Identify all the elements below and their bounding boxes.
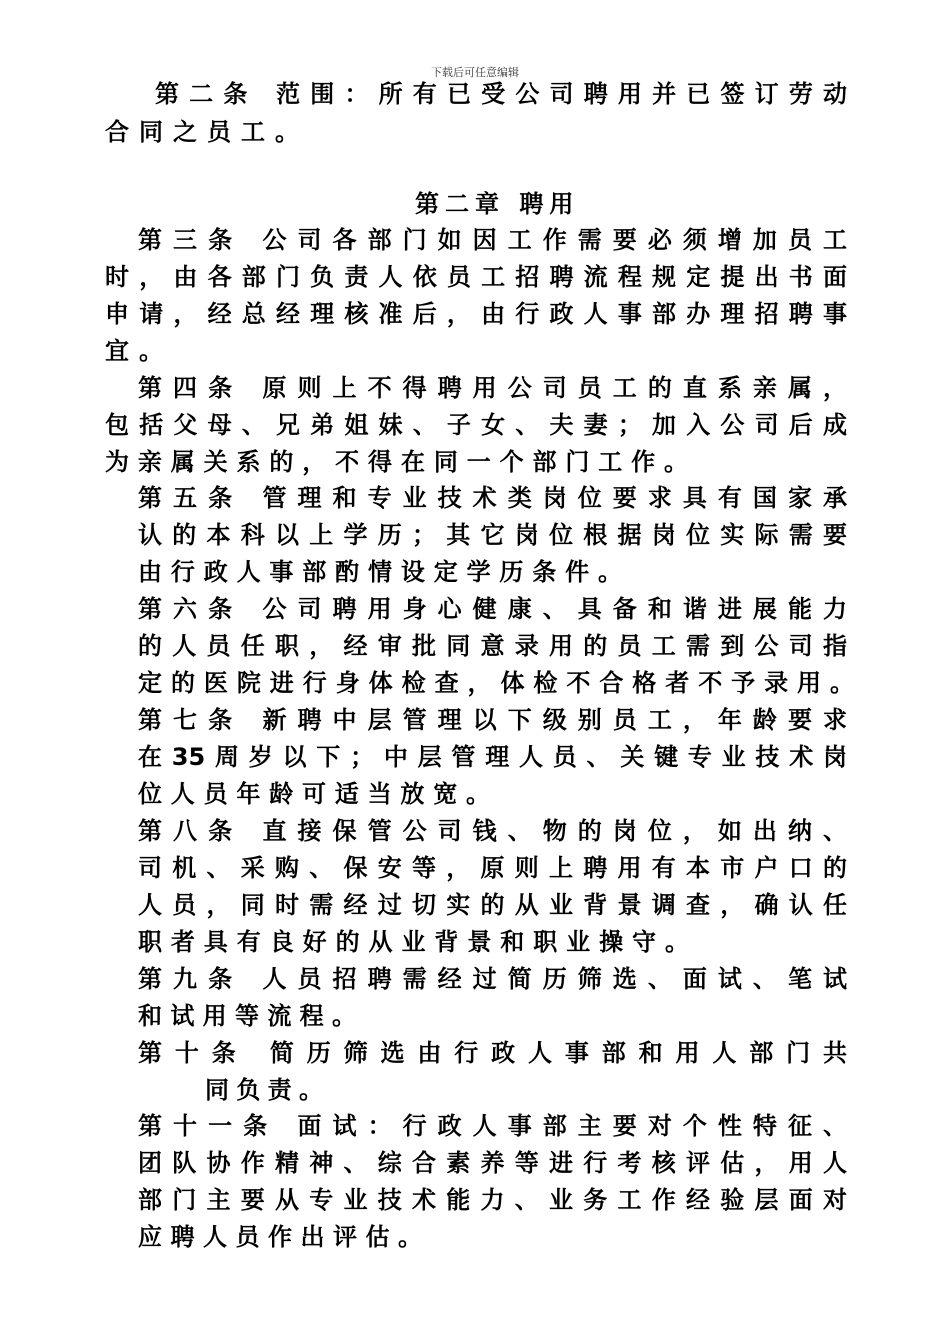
article-11-line-3: 部门主要从专业技术能力、业务工作经验层面对 bbox=[138, 1186, 847, 1214]
article-8-line-2: 司机、采购、保安等，原则上聘用有本市户口的 bbox=[138, 854, 847, 882]
article-10-line-2: 同负责。 bbox=[205, 1076, 323, 1104]
article-11-line-2: 团队协作精神、综合素养等进行考核评估，用人 bbox=[138, 1149, 847, 1177]
article-4-line-3: 为亲属关系的，不得在同一个部门工作。 bbox=[105, 448, 688, 476]
article-8-line-1: 第八条 直接保管公司钱、物的岗位，如出纳、 bbox=[138, 817, 847, 845]
article-10-line-1: 第十条 简历筛选由行政人事部和用人部门共 bbox=[138, 1039, 847, 1067]
article-9-line-2: 和试用等流程。 bbox=[138, 1002, 356, 1030]
article-8-line-4: 职者具有良好的从业背景和职业操守。 bbox=[138, 928, 689, 956]
article-11-line-4: 应聘人员作出评估。 bbox=[138, 1223, 422, 1251]
article-6-line-1: 第六条 公司聘用身心健康、具备和谐进展能力 bbox=[138, 595, 847, 623]
article-6-line-2: 的人员任职，经审批同意录用的员工需到公司指 bbox=[138, 632, 847, 660]
article-6-line-3: 定的医院进行身体检查，体检不合格者不予录用。 bbox=[138, 669, 854, 697]
article-11-line-1: 第十一条 面试：行政人事部主要对个性特征、 bbox=[138, 1112, 847, 1140]
article-5-line-1: 第五条 管理和专业技术类岗位要求具有国家承 bbox=[138, 484, 847, 512]
article-8-line-3: 人员，同时需经过切实的从业背景调查，确认任 bbox=[138, 891, 847, 919]
article-3-line-1: 第三条 公司各部门如因工作需要必须增加员工 bbox=[138, 226, 847, 254]
watermark-text: 下载后可任意编辑 bbox=[431, 66, 519, 79]
article-3-line-3: 申请，经总经理核准后，由行政人事部办理招聘事 bbox=[105, 300, 847, 328]
article-9-line-1: 第九条 人员招聘需经过简历筛选、面试、笔试 bbox=[138, 965, 847, 993]
article-3-line-2: 时，由各部门负责人依员工招聘流程规定提出书面 bbox=[105, 263, 847, 291]
article-2-line-2: 合同之员工。 bbox=[105, 118, 309, 146]
article-4-line-2: 包括父母、兄弟姐妹、子女、夫妻；加入公司后成 bbox=[105, 411, 847, 439]
article-7-line-1: 第七条 新聘中层管理以下级别员工，年龄要求 bbox=[138, 706, 847, 734]
article-5-line-3: 由行政人事部酌情设定学历条件。 bbox=[138, 558, 622, 586]
chapter-title: 第二章 聘用 bbox=[415, 190, 580, 218]
article-3-line-4: 宜。 bbox=[105, 337, 173, 365]
article-5-line-2: 认的本科以上学历；其它岗位根据岗位实际需要 bbox=[138, 521, 847, 549]
article-2-line-1: 第二条 范围：所有已受公司聘用并已签订劳动 bbox=[155, 80, 847, 108]
article-7-line-2: 在35周岁以下；中层管理人员、关键专业技术岗 bbox=[138, 743, 847, 771]
article-4-line-1: 第四条 原则上不得聘用公司员工的直系亲属， bbox=[138, 374, 847, 402]
article-7-line-3: 位人员年龄可适当放宽。 bbox=[138, 780, 490, 808]
